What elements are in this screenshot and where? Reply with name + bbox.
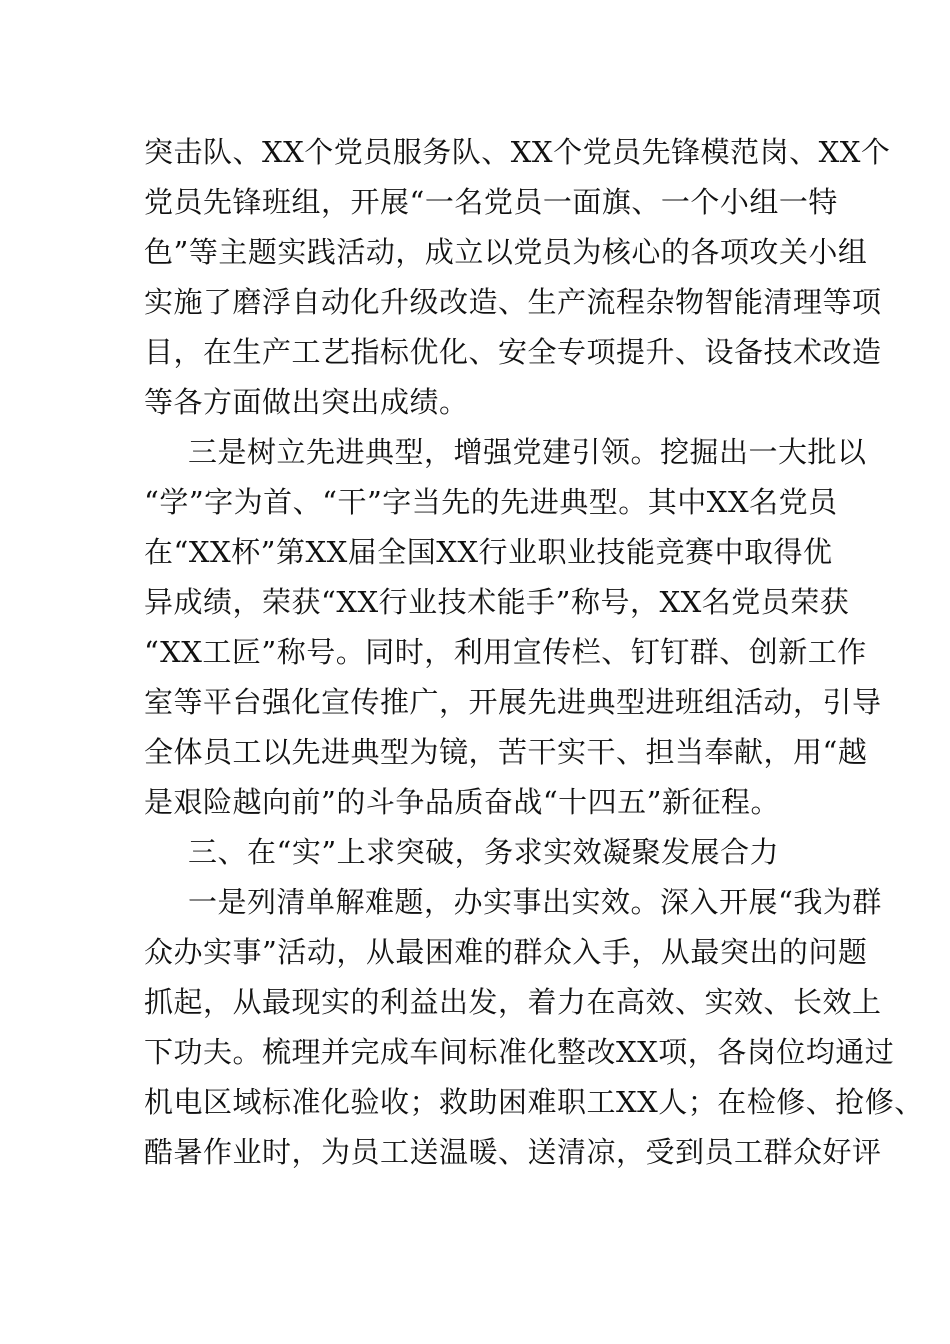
text-line: 机电区域标准化验收；救助困难职工XX人；在检修、抢修、 <box>144 1085 924 1119</box>
text-line: 下功夫。梳理并完成车间标准化整改XX项，各岗位均通过 <box>144 1035 895 1069</box>
text-line: 实施了磨浮自动化升级改造、生产流程杂物智能清理等项 <box>144 285 882 319</box>
document-body <box>144 127 924 1177</box>
text-line: 在“XX杯”第XX届全国XX行业职业技能竞赛中取得优 <box>144 535 833 569</box>
paragraph-start-line: 一是列清单解难题，办实事出实效。深入开展“我为群 <box>188 885 882 919</box>
text-line: 等各方面做出突出成绩。 <box>144 385 469 419</box>
text-line: 酷暑作业时，为员工送温暖、送清凉，受到员工群众好评 <box>144 1135 882 1169</box>
text-line: 抓起，从最现实的利益出发，着力在高效、实效、长效上 <box>144 985 882 1019</box>
text-line: 色”等主题实践活动，成立以党员为核心的各项攻关小组 <box>144 235 868 269</box>
text-line: “XX工匠”称号。同时，利用宣传栏、钉钉群、创新工作 <box>144 635 867 669</box>
text-line: 是艰险越向前”的斗争品质奋战“十四五”新征程。 <box>144 785 780 819</box>
text-line: 突击队、XX个党员服务队、XX个党员先锋模范岗、XX个 <box>144 135 891 169</box>
text-line: 室等平台强化宣传推广，开展先进典型进班组活动，引导 <box>144 685 882 719</box>
text-line: 党员先锋班组，开展“一名党员一面旗、一个小组一特 <box>144 185 838 219</box>
text-line: 众办实事”活动，从最困难的群众入手，从最突出的问题 <box>144 935 868 969</box>
text-line: 异成绩，荣获“XX行业技术能手”称号，XX名党员荣获 <box>144 585 850 619</box>
text-line: 全体员工以先进典型为镜，苦干实干、担当奉献，用“越 <box>144 735 868 769</box>
text-line: 目，在生产工艺指标优化、安全专项提升、设备技术改造 <box>144 335 882 369</box>
text-line: “学”字为首、“干”字当先的先进典型。其中XX名党员 <box>144 485 838 519</box>
section-heading: 三、在“实”上求突破，务求实效凝聚发展合力 <box>188 835 780 869</box>
paragraph-start-line: 三是树立先进典型，增强党建引领。挖掘出一大批以 <box>188 435 867 469</box>
